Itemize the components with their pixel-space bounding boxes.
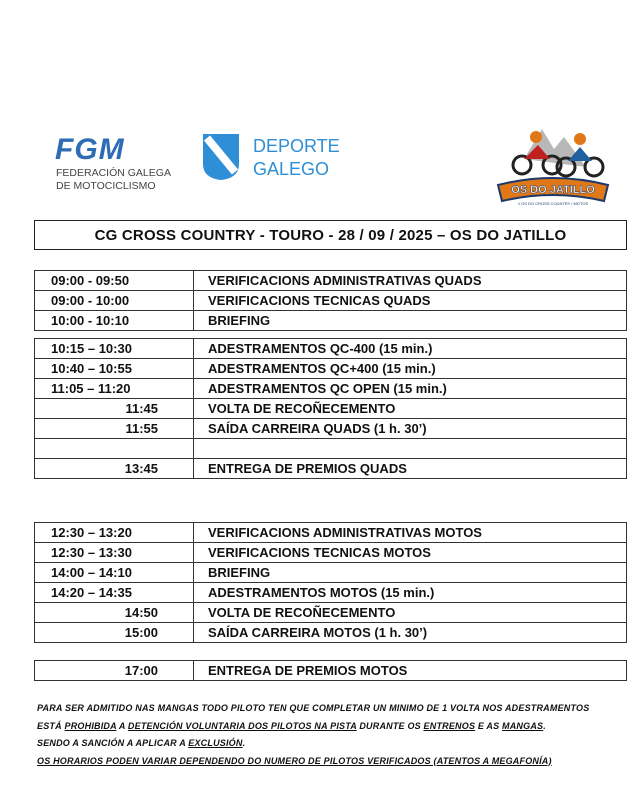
fgm-logo-text: FGM — [55, 134, 125, 166]
table-row — [35, 311, 627, 331]
os-do-jatillo-name: OS DO JATILLO — [511, 184, 595, 196]
note-text: SENDO A SANCIÓN A APLICAR A — [37, 738, 189, 748]
activity-cell: VERIFICACIONS TECNICAS MOTOS — [194, 543, 627, 563]
table-row — [35, 419, 627, 439]
motos-schedule-block-2 — [34, 660, 627, 681]
note-underlined: DETENCIÓN VOLUNTARIA DOS PILOTOS NA PISTA — [127, 720, 357, 731]
event-title — [34, 220, 627, 250]
table-row — [35, 603, 627, 623]
note-underlined: MANGAS — [502, 720, 544, 731]
activity-cell: SAÍDA CARREIRA QUADS (1 h. 30’) — [194, 419, 627, 439]
rules-notes — [37, 700, 637, 770]
activity-cell — [194, 439, 627, 459]
note-text: . — [543, 720, 546, 731]
note-underlined: PROHIBIDA — [64, 720, 117, 731]
table-row — [35, 459, 627, 479]
table-row — [35, 399, 627, 419]
fgm-logo — [55, 134, 180, 199]
activity-cell: VERIFICACIONS ADMINISTRATIVAS MOTOS — [194, 523, 627, 543]
os-do-jatillo-emblem — [494, 119, 612, 211]
os-do-jatillo-tagline: 1 OS DO CROSS COUNTRY / MOTOS — [517, 201, 589, 206]
note-line-1: PARA SER ADMITIDO NAS MANGAS TODO PILOTO TEN QUE COMPLETAR UN MINIMO DE 1 VOLTA NOS ADESTRAMENTOS — [37, 703, 590, 713]
activity-cell: VERIFICACIONS ADMINISTRATIVAS QUADS — [194, 271, 627, 291]
motos-schedule-block-1 — [34, 522, 627, 643]
time-cell: 17:00 — [35, 661, 194, 681]
note-text: A — [116, 720, 128, 731]
activity-cell: BRIEFING — [194, 311, 627, 331]
table-row — [35, 271, 627, 291]
time-cell: 14:50 — [35, 603, 194, 623]
time-cell: 15:00 — [35, 623, 194, 643]
time-cell — [35, 439, 194, 459]
activity-cell: SAÍDA CARREIRA MOTOS (1 h. 30’) — [194, 623, 627, 643]
deporte-line2: GALEGO — [253, 159, 330, 179]
note-text: ESTÁ — [37, 720, 65, 731]
table-row — [35, 439, 627, 459]
note-text: . — [242, 738, 246, 748]
time-cell: 09:00 - 09:50 — [35, 271, 194, 291]
note-underlined: OS HORARIOS PODEN VARIAR DEPENDENDO DO NUMERO DE PILOTOS VERIFICADOS (ATENTOS A MEGAFONÍA) — [37, 755, 552, 766]
time-cell: 11:55 — [35, 419, 194, 439]
time-cell: 11:45 — [35, 399, 194, 419]
fgm-logo-line1: FEDERACIÓN GALEGA — [56, 167, 171, 179]
activity-cell: VOLTA DE RECOÑECEMENTO — [194, 603, 627, 623]
table-row — [35, 583, 627, 603]
time-cell: 14:20 – 14:35 — [35, 583, 194, 603]
note-line-3 — [37, 735, 637, 753]
activity-cell: BRIEFING — [194, 563, 627, 583]
activity-cell: ENTREGA DE PREMIOS MOTOS — [194, 661, 627, 681]
table-row — [35, 623, 627, 643]
time-cell: 10:40 – 10:55 — [35, 359, 194, 379]
activity-cell: VERIFICACIONS TECNICAS QUADS — [194, 291, 627, 311]
quads-schedule-block-2 — [34, 338, 627, 479]
deporte-galego-logo — [201, 132, 351, 182]
time-cell: 10:15 – 10:30 — [35, 339, 194, 359]
fgm-logo-mark — [55, 134, 180, 194]
event-title-text: CG CROSS COUNTRY - TOURO - 28 / 09 / 2025 – OS DO JATILLO — [94, 226, 567, 244]
note-text: DURANTE OS — [356, 720, 424, 731]
table-row — [35, 359, 627, 379]
time-cell: 14:00 – 14:10 — [35, 563, 194, 583]
time-cell: 12:30 – 13:20 — [35, 523, 194, 543]
table-row — [35, 543, 627, 563]
table-row — [35, 291, 627, 311]
note-underlined: ENTRENOS — [423, 720, 476, 731]
table-row — [35, 379, 627, 399]
fgm-logo-line2: DE MOTOCICLISMO — [56, 180, 156, 192]
quads-schedule-block-1 — [34, 270, 627, 331]
note-line-2 — [37, 718, 637, 736]
time-cell: 10:00 - 10:10 — [35, 311, 194, 331]
note-text: E AS — [475, 720, 503, 731]
note-underlined: EXCLUSIÓN — [188, 738, 243, 748]
activity-cell: VOLTA DE RECOÑECEMENTO — [194, 399, 627, 419]
activity-cell: ADESTRAMENTOS QC-400 (15 min.) — [194, 339, 627, 359]
note-line-4 — [37, 753, 637, 771]
time-cell: 11:05 – 11:20 — [35, 379, 194, 399]
table-row — [35, 523, 627, 543]
table-row — [35, 339, 627, 359]
os-do-jatillo-logo — [494, 119, 612, 211]
time-cell: 09:00 - 10:00 — [35, 291, 194, 311]
activity-cell: ADESTRAMENTOS MOTOS (15 min.) — [194, 583, 627, 603]
time-cell: 12:30 – 13:30 — [35, 543, 194, 563]
deporte-line1: DEPORTE — [253, 136, 340, 156]
table-row — [35, 661, 627, 681]
activity-cell: ADESTRAMENTOS QC+400 (15 min.) — [194, 359, 627, 379]
table-row — [35, 563, 627, 583]
deporte-galego-emblem — [201, 132, 351, 182]
time-cell: 13:45 — [35, 459, 194, 479]
activity-cell: ENTREGA DE PREMIOS QUADS — [194, 459, 627, 479]
activity-cell: ADESTRAMENTOS QC OPEN (15 min.) — [194, 379, 627, 399]
